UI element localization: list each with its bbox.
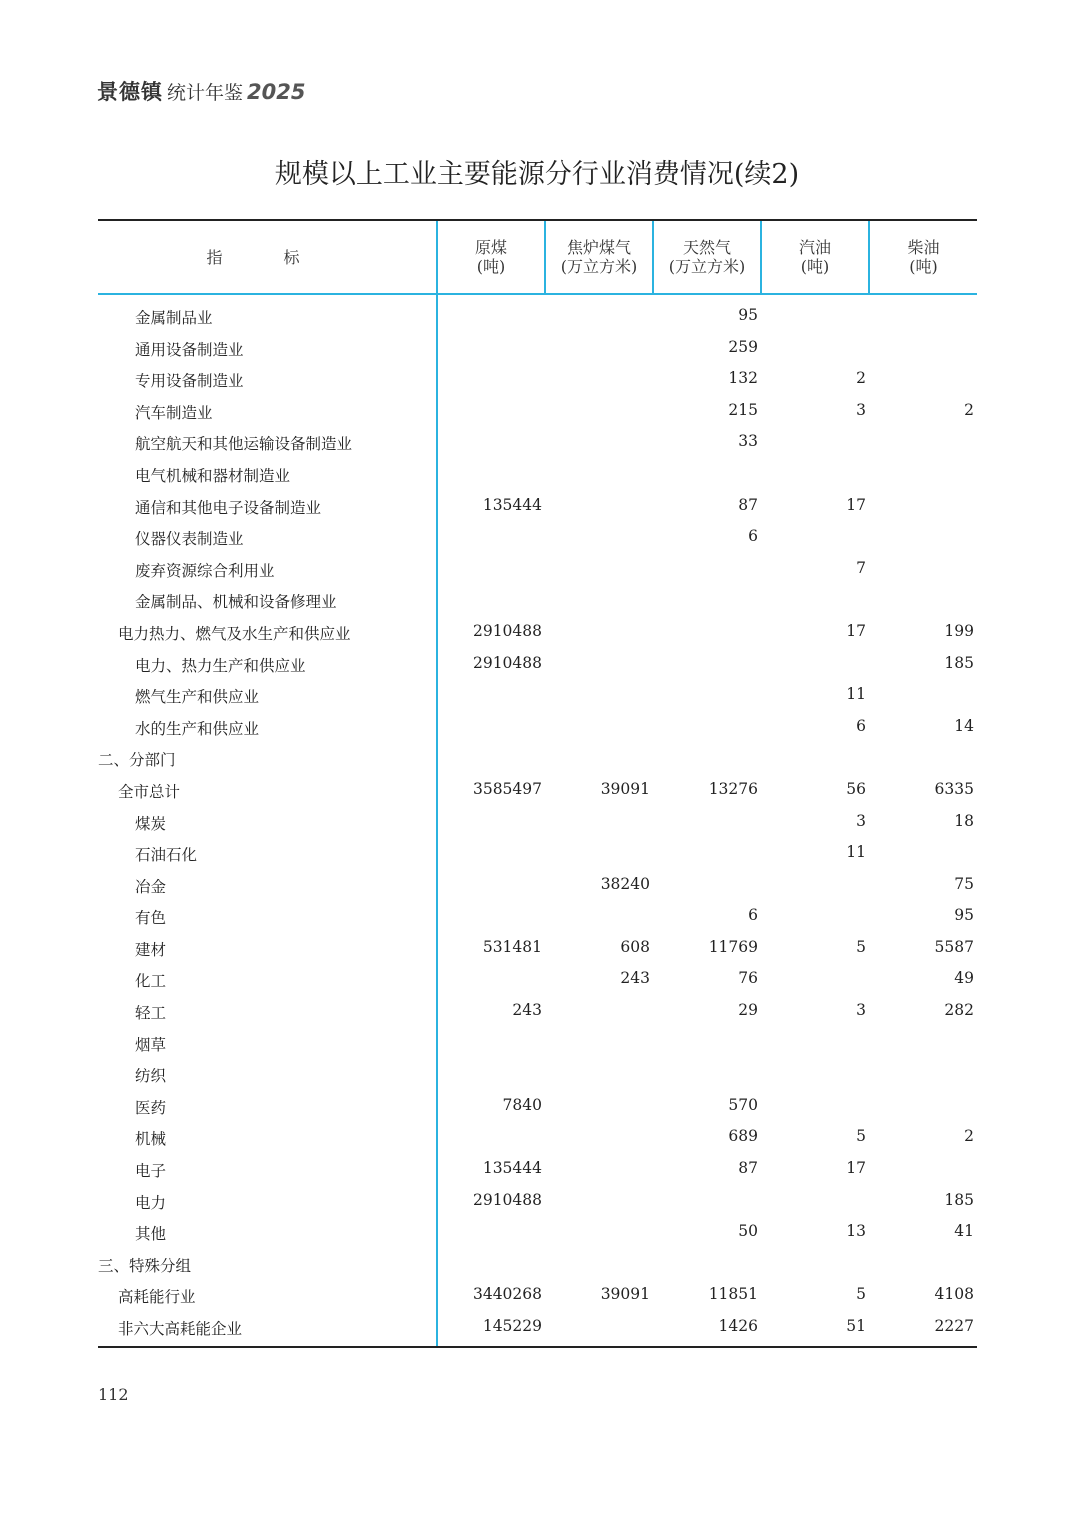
cell-c2: 39091: [600, 779, 650, 798]
table-row: [98, 427, 977, 459]
column-header-index-label: 指 标: [206, 247, 328, 267]
table-row: [98, 333, 977, 365]
cell-c5: 282: [944, 1001, 974, 1020]
column-header-unit: (万立方米): [668, 257, 746, 276]
table-row: [98, 743, 977, 775]
row-label: 医药: [135, 1098, 167, 1117]
row-label: 水的生产和供应业: [135, 719, 260, 738]
row-label: 冶金: [135, 877, 167, 896]
cell-c4: 17: [846, 621, 866, 640]
cell-c3: 570: [728, 1095, 758, 1114]
row-label: 金属制品、机械和设备修理业: [135, 593, 337, 612]
cell-c5: 199: [944, 621, 974, 640]
cell-c3: 259: [728, 337, 758, 356]
cell-c3: 13276: [708, 779, 758, 798]
cell-c3: 132: [728, 369, 758, 388]
cell-c3: 6: [748, 906, 758, 925]
cell-c4: 17: [846, 495, 866, 514]
column-header-name: 焦炉煤气: [566, 238, 631, 257]
table-header-rule: [98, 293, 977, 295]
row-label: 机械: [135, 1130, 167, 1149]
column-header-unit: (吨): [476, 257, 506, 276]
cell-c5: 2: [964, 1127, 974, 1146]
table-row: [98, 807, 977, 839]
brand-name: 景德镇: [97, 80, 163, 104]
table-row: [98, 649, 977, 681]
cell-c4: 11: [846, 685, 866, 704]
row-label: 通用设备制造业: [135, 340, 244, 359]
cell-c5: 2: [964, 400, 974, 419]
row-label: 纺织: [135, 1067, 167, 1086]
cell-c3: 1426: [718, 1317, 758, 1335]
cell-c4: 6: [856, 716, 866, 735]
cell-c5: 5587: [934, 937, 974, 956]
row-label: 二、分部门: [98, 751, 176, 770]
row-label: 燃气生产和供应业: [135, 688, 260, 707]
row-label: 非六大高耗能企业: [118, 1320, 243, 1338]
cell-c3: 87: [738, 495, 758, 514]
cell-c4: 7: [856, 558, 866, 577]
table-row: [98, 838, 977, 870]
cell-c4: 51: [846, 1317, 866, 1335]
cell-c1: 3585497: [472, 779, 542, 798]
yearbook-header: [97, 76, 305, 106]
column-header-diesel: [870, 221, 977, 293]
table-row: [98, 1280, 977, 1312]
cell-c3: 87: [738, 1159, 758, 1178]
cell-c4: 2: [856, 369, 866, 388]
table-row: [98, 870, 977, 902]
row-label: 煤炭: [135, 814, 167, 833]
page-number: 112: [98, 1385, 129, 1404]
cell-c4: 3: [856, 811, 866, 830]
column-header-name: 柴油: [907, 238, 940, 257]
table-row: [98, 680, 977, 712]
cell-c1: 2910488: [472, 621, 542, 640]
table-row: [98, 1217, 977, 1249]
column-header-unit: (吨): [909, 257, 938, 276]
table-row: [98, 901, 977, 933]
cell-c3: 50: [738, 1222, 758, 1241]
page-title: 规模以上工业主要能源分行业消费情况(续2): [274, 159, 800, 190]
cell-c5: 4108: [934, 1285, 974, 1304]
cell-c3: 6: [748, 527, 758, 546]
cell-c1: 7840: [502, 1095, 542, 1114]
cell-c5: 75: [954, 874, 974, 893]
table-row: [98, 364, 977, 396]
cell-c4: 5: [856, 1285, 866, 1304]
table-row: [98, 1154, 977, 1186]
table-row: [98, 491, 977, 523]
cell-c3: 95: [738, 306, 758, 324]
column-header-gasoline: [762, 221, 868, 293]
cell-c3: 33: [738, 432, 758, 451]
row-label: 专用设备制造业: [135, 372, 244, 391]
cell-c5: 49: [954, 969, 974, 988]
table-row: [98, 712, 977, 744]
cell-c1: 531481: [482, 937, 542, 956]
row-label: 轻工: [135, 1004, 167, 1023]
cell-c4: 3: [856, 400, 866, 419]
cell-c4: 56: [846, 779, 866, 798]
row-label: 有色: [135, 909, 167, 928]
row-label: 航空航天和其他运输设备制造业: [135, 435, 353, 454]
brand-year: 2025: [247, 80, 306, 104]
cell-c5: 18: [954, 811, 974, 830]
table-row: [98, 585, 977, 617]
column-header-coke-oven-gas: [546, 221, 652, 293]
cell-c5: 2227: [934, 1317, 974, 1335]
column-header-unit: (万立方米): [560, 257, 638, 276]
cell-c5: 41: [954, 1222, 974, 1241]
column-header-natural-gas: [654, 221, 760, 293]
cell-c4: 5: [856, 937, 866, 956]
cell-c4: 3: [856, 1001, 866, 1020]
row-label: 电力: [135, 1193, 167, 1212]
table-row: [98, 554, 977, 586]
cell-c3: 29: [738, 1001, 758, 1020]
cell-c3: 689: [728, 1127, 758, 1146]
table-row: [98, 933, 977, 965]
column-header-name: 汽油: [798, 238, 831, 257]
row-label: 高耗能行业: [118, 1288, 196, 1307]
cell-c2: 39091: [600, 1285, 650, 1304]
row-label: 通信和其他电子设备制造业: [135, 498, 322, 517]
row-label: 全市总计: [118, 782, 181, 801]
table-row: [98, 775, 977, 807]
cell-c3: 11769: [708, 937, 758, 956]
table-row: [98, 1028, 977, 1060]
table-row: [98, 1091, 977, 1123]
column-header-index: [98, 221, 436, 293]
cell-c1: 145229: [482, 1317, 542, 1335]
column-header-name: 原煤: [474, 238, 507, 257]
cell-c5: 6335: [934, 779, 974, 798]
table-row: [98, 396, 977, 428]
cell-c2: 608: [620, 937, 650, 956]
row-label: 烟草: [135, 1035, 167, 1054]
column-header-unit: (吨): [800, 257, 830, 276]
table-row: [98, 996, 977, 1028]
cell-c4: 17: [846, 1159, 866, 1178]
row-label: 三、特殊分组: [98, 1256, 192, 1275]
table-row: [98, 459, 977, 491]
brand-subtitle: 统计年鉴: [167, 82, 244, 104]
column-header-name: 天然气: [682, 238, 731, 257]
cell-c5: 14: [954, 716, 974, 735]
row-label: 化工: [135, 972, 167, 991]
cell-c4: 13: [846, 1222, 866, 1241]
row-label: 电力热力、燃气及水生产和供应业: [118, 624, 351, 643]
row-label: 电力、热力生产和供应业: [135, 656, 306, 675]
row-label: 废弃资源综合利用业: [135, 561, 275, 580]
cell-c5: 185: [944, 1190, 974, 1209]
cell-c4: 5: [856, 1127, 866, 1146]
row-label: 汽车制造业: [135, 403, 213, 422]
table-row: [98, 617, 977, 649]
table-row: [98, 1059, 977, 1091]
cell-c3: 11851: [708, 1285, 758, 1304]
table-row: [98, 1312, 977, 1344]
row-label: 电子: [135, 1162, 167, 1181]
row-label: 电气机械和器材制造业: [135, 466, 291, 485]
cell-c1: 2910488: [472, 653, 542, 672]
cell-c4: 11: [846, 843, 866, 862]
cell-c1: 135444: [482, 1159, 542, 1178]
column-header-raw-coal: [438, 221, 544, 293]
table-body: [98, 301, 977, 1344]
table-row: [98, 1122, 977, 1154]
table-row: [98, 1249, 977, 1281]
cell-c2: 38240: [600, 874, 650, 893]
cell-c1: 3440268: [472, 1285, 542, 1304]
table-row: [98, 522, 977, 554]
row-label: 仪器仪表制造业: [135, 530, 244, 549]
table-row: [98, 301, 977, 333]
row-label: 建材: [135, 940, 167, 959]
cell-c1: 243: [512, 1001, 542, 1020]
cell-c1: 135444: [482, 495, 542, 514]
row-label: 金属制品业: [135, 309, 213, 327]
table-row: [98, 1186, 977, 1218]
table-row: [98, 964, 977, 996]
cell-c2: 243: [620, 969, 650, 988]
cell-c3: 215: [728, 400, 758, 419]
cell-c5: 185: [944, 653, 974, 672]
cell-c5: 95: [954, 906, 974, 925]
table-bottom-rule: [98, 1346, 977, 1348]
cell-c1: 2910488: [472, 1190, 542, 1209]
row-label: 石油石化: [135, 846, 198, 865]
cell-c3: 76: [738, 969, 758, 988]
row-label: 其他: [135, 1225, 167, 1244]
